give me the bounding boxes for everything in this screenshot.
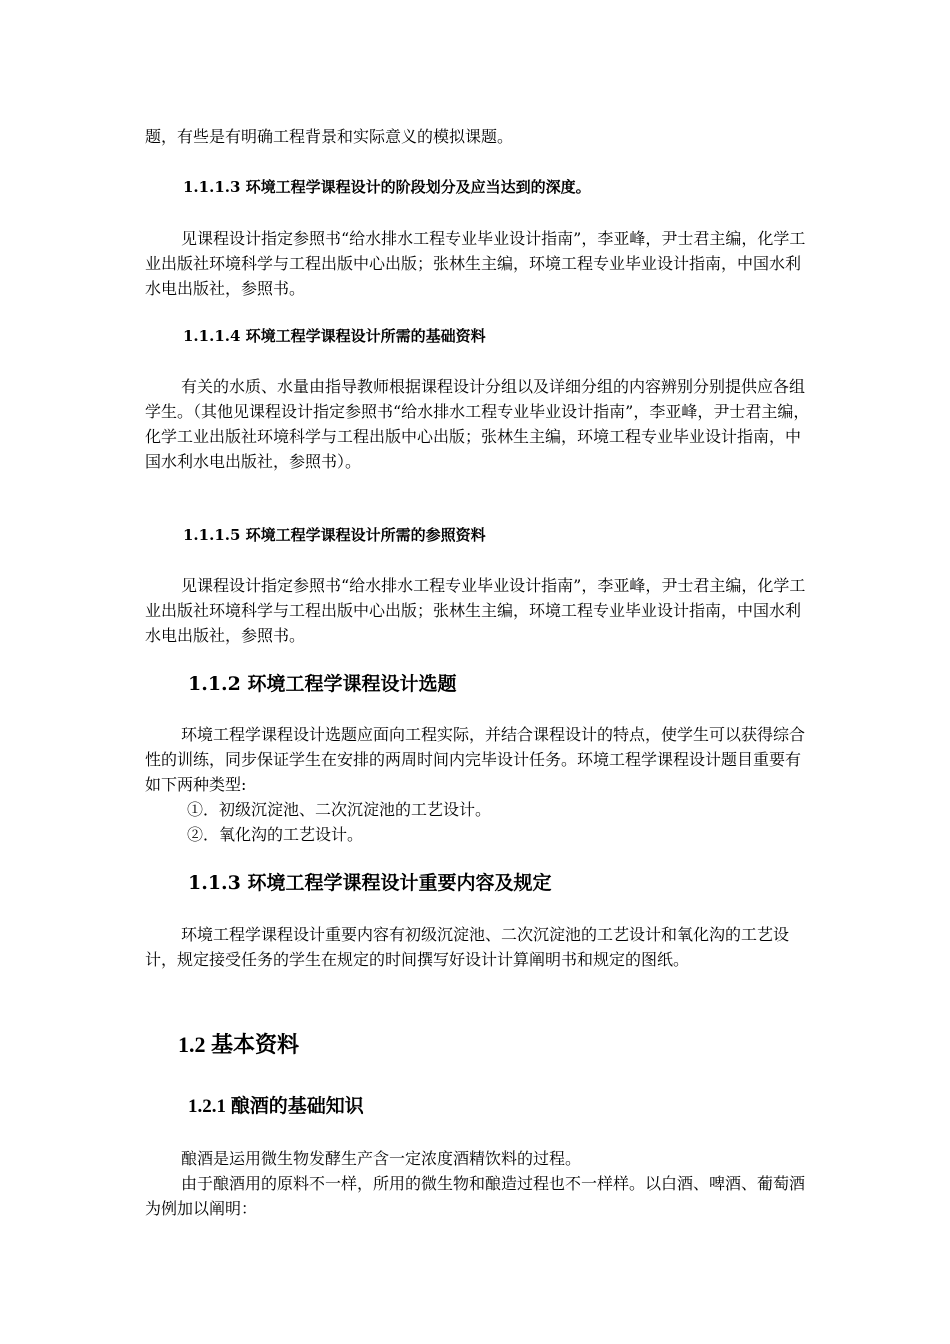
heading-1-1-3: 1.1.3 环境工程学课程设计重要内容及规定	[188, 872, 552, 894]
paragraph-reference-2: 见课程设计指定参照书“给水排水工程专业毕业设计指南”，李亚峰，尹士君主编，化学工业出版社环境科学与工程出版中心出版；张林生主编，环境工程专业毕业设计指南，中国水利水电出版社，参照书。	[145, 576, 806, 645]
list-item-1: ①．初级沉淀池、二次沉淀池的工艺设计。	[187, 800, 492, 819]
paragraph-continuation: 题，有些是有明确工程背景和实际意义的模拟课题。	[145, 127, 514, 146]
paragraph-brewing-definition: 酿酒是运用微生物发酵生产含一定浓度酒精饮料的过程。	[181, 1149, 582, 1168]
list-item-2: ②．氧化沟的工艺设计。	[187, 825, 364, 844]
heading-1-1-2: 1.1.2 环境工程学课程设计选题	[188, 673, 457, 695]
heading-1-1-1-4: 1.1.1.4 环境工程学课程设计所需的基础资料	[183, 327, 486, 345]
heading-1-1-1-5: 1.1.1.5 环境工程学课程设计所需的参照资料	[183, 526, 486, 544]
heading-1-2-1: 1.2.1 酿酒的基础知识	[188, 1096, 364, 1117]
paragraph-reference-1: 见课程设计指定参照书“给水排水工程专业毕业设计指南”，李亚峰，尹士君主编，化学工业出版社环境科学与工程出版中心出版；张林生主编，环境工程专业毕业设计指南，中国水利水电出版社，参照书。	[145, 229, 806, 298]
paragraph-brewing-examples: 由于酿酒用的原料不一样，所用的微生物和酿造过程也不一样样。以白酒、啤酒、葡萄酒为例加以阐明：	[145, 1174, 806, 1218]
paragraph-topic-selection: 环境工程学课程设计选题应面向工程实际，并结合课程设计的特点，使学生可以获得综合性的训练，同步保证学生在安排的两周时间内完毕设计任务。环境工程学课程设计题目重要有如下两种类型:	[145, 725, 806, 794]
paragraph-basic-data: 有关的水质、水量由指导教师根据课程设计分组以及详细分组的内容辨别分别提供应各组学生。（其他见课程设计指定参照书“给水排水工程专业毕业设计指南”，李亚峰，尹士君主编，化学工业出版社环境科学与工程出版中心出版；张林生主编，环境工程专业毕业设计指南，中国水利水电出版社，参照书）。	[145, 377, 810, 471]
heading-1-2: 1.2 基本资料	[178, 1032, 300, 1057]
paragraph-main-content: 环境工程学课程设计重要内容有初级沉淀池、二次沉淀池的工艺设计和氧化沟的工艺设计，规定接受任务的学生在规定的时间撰写好设计计算阐明书和规定的图纸。	[145, 925, 790, 969]
heading-1-1-1-3: 1.1.1.3 环境工程学课程设计的阶段划分及应当达到的深度。	[183, 178, 591, 196]
